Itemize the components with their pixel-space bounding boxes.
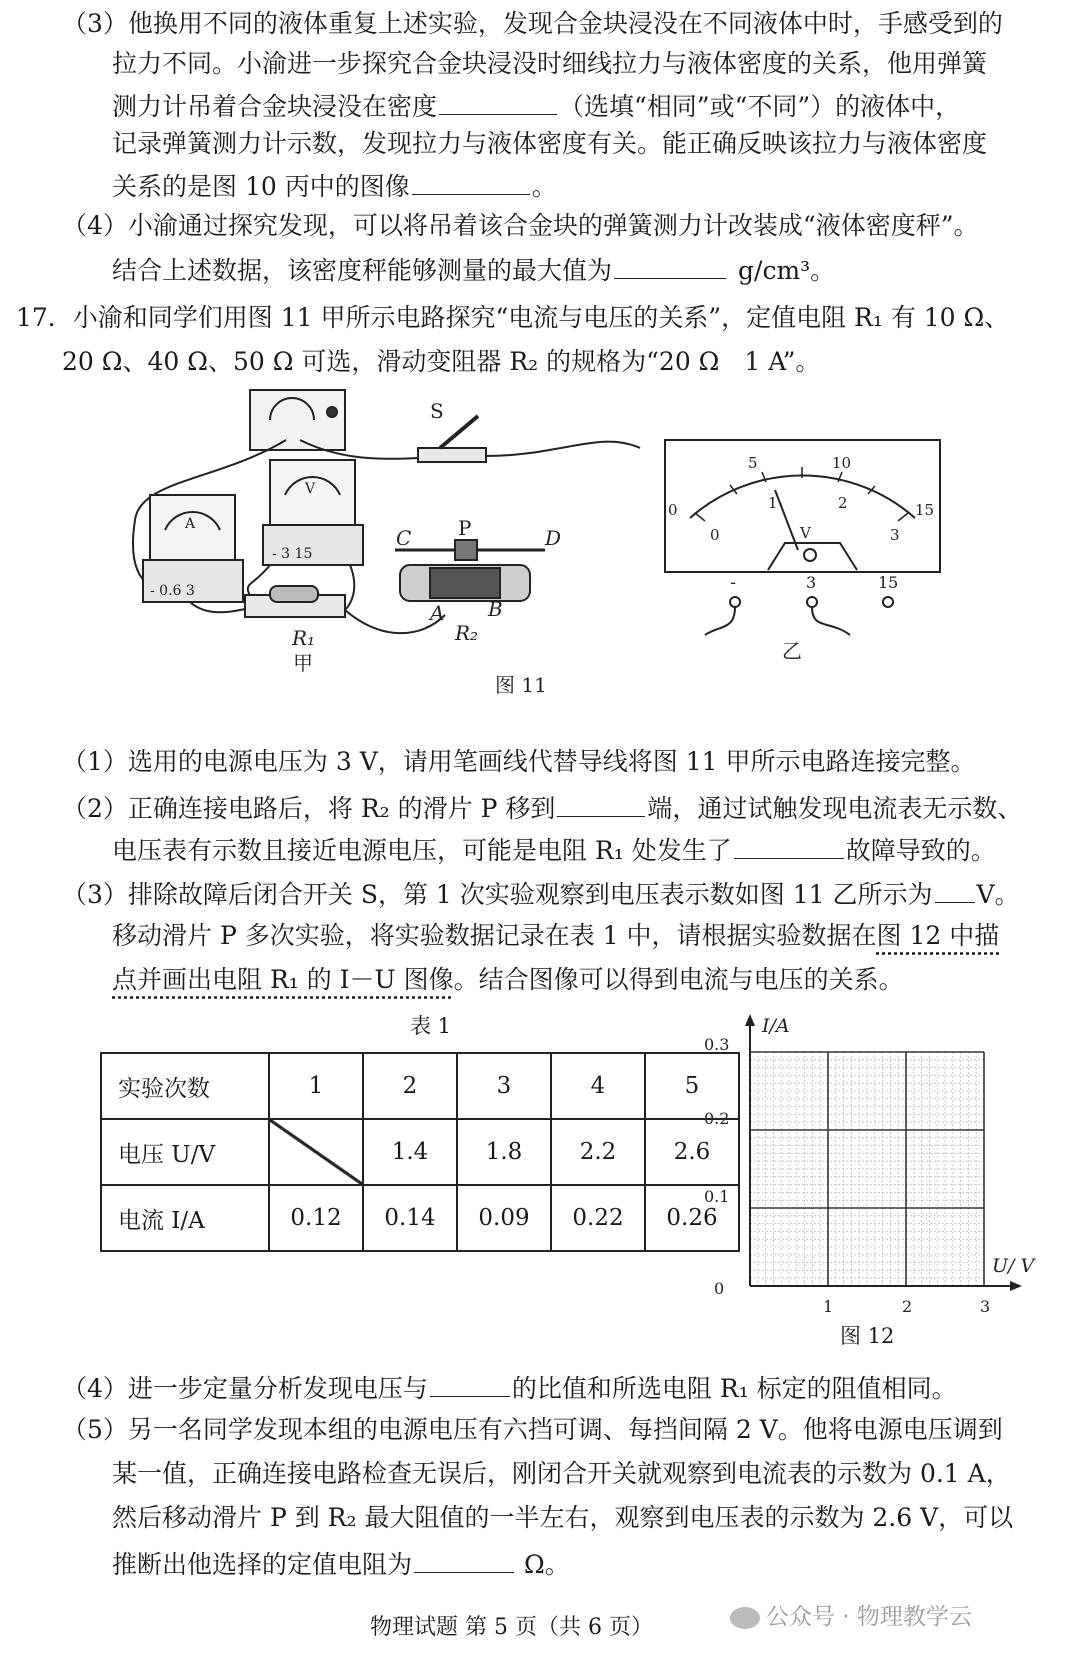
- q16-p4-text: 结合上述数据，该密度秤能够测量的最大值为: [112, 256, 613, 285]
- x-tick-1: 1: [823, 1297, 834, 1316]
- voltage-2: 1.4: [363, 1119, 457, 1185]
- x-tick-3: 3: [980, 1297, 991, 1316]
- q17-s4-text: 的比值和所选电阻 R₁ 标定的阻值相同。: [511, 1374, 957, 1403]
- x-axis-arrow-icon: [1010, 1281, 1022, 1291]
- y-tick-0.3: 0.3: [704, 1035, 730, 1054]
- scale-top-15: 15: [915, 501, 935, 519]
- label-jia: 甲: [293, 651, 313, 675]
- trial-5: 5: [645, 1053, 739, 1119]
- ammeter-letter: A: [185, 516, 196, 532]
- table-1: [100, 1052, 740, 1252]
- label-p: P: [458, 516, 472, 540]
- q17-s5-line2: 某一值，正确连接电路检查无误后，刚闭合开关就观察到电流表的示数为 0.1 A，: [112, 1459, 1011, 1488]
- terminal-15-label: 15: [878, 573, 899, 592]
- answer-blank[interactable]: [557, 788, 645, 817]
- emphasis-text: 图 12 中描: [876, 921, 1000, 950]
- answer-blank[interactable]: [414, 1544, 514, 1573]
- current-3: 0.09: [457, 1185, 551, 1251]
- label-a: A: [430, 601, 445, 625]
- table-row: [101, 1053, 739, 1119]
- answer-blank[interactable]: [614, 250, 726, 279]
- origin-label: 0: [714, 1279, 725, 1298]
- terminal-3-label: 3: [806, 573, 817, 592]
- q17-s2-line1: [62, 788, 1022, 827]
- q17-s5-line4: [112, 1544, 570, 1583]
- wire: [345, 565, 354, 610]
- wire: [812, 607, 850, 635]
- scale-top-10: 10: [832, 454, 852, 472]
- q17-s3-text: V。: [976, 880, 1020, 909]
- label-r2: R₂: [455, 621, 479, 645]
- q17-s5-line3: 然后移动滑片 P 到 R₂ 最大阻值的一半左右，观察到电压表的示数为 2.6 V，可以: [112, 1503, 1014, 1532]
- terminal-minus: [730, 597, 740, 607]
- trial-4: 4: [551, 1053, 645, 1119]
- x-tick-2: 2: [902, 1297, 913, 1316]
- watermark-text: 公众号 · 物理教学云: [766, 1604, 972, 1630]
- ammeter-terminals: - 0.6 3: [150, 583, 195, 599]
- table-caption: 表 1: [410, 1014, 452, 1038]
- q16-p3-text: 测力计吊着合金块浸没在密度: [112, 92, 438, 121]
- scale-bottom-3: 3: [890, 526, 900, 544]
- current-1: 0.12: [269, 1185, 363, 1251]
- figure-12-graph: [704, 1012, 1050, 1342]
- current-4: 0.22: [551, 1185, 645, 1251]
- voltmeter-letter: V: [305, 481, 316, 497]
- meter-scale-arc: [690, 475, 915, 518]
- answer-blank[interactable]: [412, 166, 530, 195]
- label-c: C: [396, 526, 412, 550]
- voltage-3: 1.8: [457, 1119, 551, 1185]
- figure-11: [0, 390, 1080, 730]
- label-s: S: [430, 399, 444, 423]
- q17-s3-line1: [62, 874, 1020, 913]
- q16-p3-text: （选填“相同”或“不同”）的液体中，: [559, 92, 961, 121]
- table-row: [101, 1119, 739, 1185]
- q17-s3-line2: [112, 918, 999, 954]
- q17-s3-text: 。结合图像可以得到电流与电压的关系。: [453, 965, 904, 994]
- q16-p3-line2: 拉力不同。小渝进一步探究合金块浸没时细线拉力与液体密度的关系，他用弹簧: [112, 49, 988, 78]
- y-tick-0.1: 0.1: [704, 1187, 730, 1206]
- meter-needle: [775, 490, 798, 550]
- switch-blade: [440, 416, 478, 448]
- q17-s5-line1: （5）另一名同学发现本组的电源电压有六挡可调、每挡间隔 2 V。他将电源电压调到: [62, 1415, 1003, 1444]
- answer-blank[interactable]: [935, 874, 975, 903]
- voltmeter-terminals: - 3 15: [272, 546, 313, 562]
- row-head-voltage: 电压 U/V: [101, 1119, 269, 1185]
- y-tick-0.2: 0.2: [704, 1109, 730, 1128]
- scale-bottom-2: 2: [838, 494, 848, 512]
- q16-p3-line5: [112, 166, 557, 205]
- minor-grid: [750, 1052, 984, 1286]
- wechat-icon: [730, 1607, 760, 1629]
- trial-3: 3: [457, 1053, 551, 1119]
- label-d: D: [545, 526, 562, 550]
- q17-s2-line2: [112, 830, 996, 869]
- trial-1: 1: [269, 1053, 363, 1119]
- voltage-5: 2.6: [645, 1119, 739, 1185]
- q16-p3-line1: （3）他换用不同的液体重复上述实验，发现合金块浸没在不同液体中时，手感受到的: [62, 9, 1003, 38]
- meter-adjuster: [768, 543, 857, 570]
- current-5: 0.26: [645, 1185, 739, 1251]
- q17-s2-text: 电压表有示数且接近电源电压，可能是电阻 R₁ 处发生了: [112, 836, 732, 865]
- scale-top-0: 0: [668, 501, 678, 519]
- power-knob: [327, 407, 337, 417]
- q16-p3-line3: [112, 86, 960, 125]
- q17-s3-text: （3）排除故障后闭合开关 S，第 1 次实验观察到电压表示数如图 11 乙所示为: [62, 880, 933, 909]
- answer-blank[interactable]: [430, 1368, 510, 1397]
- label-b: B: [488, 597, 503, 621]
- resistor-r1-body: [270, 586, 318, 602]
- scale-top-5: 5: [748, 454, 758, 472]
- scale-bottom-1: 1: [768, 494, 778, 512]
- q17-s4: [62, 1368, 957, 1407]
- figure-11-caption: 图 11: [495, 673, 547, 697]
- voltage-4: 2.2: [551, 1119, 645, 1185]
- label-r1: R₁: [292, 626, 316, 650]
- q17-stem-line2: 20 Ω、40 Ω、50 Ω 可选，滑动变阻器 R₂ 的规格为“20 Ω 1 A”。: [62, 347, 821, 376]
- table-row: [101, 1185, 739, 1251]
- x-axis-label: U/ V: [992, 1255, 1035, 1277]
- q17-s5-text: 推断出他选择的定值电阻为: [112, 1550, 413, 1579]
- trial-2: 2: [363, 1053, 457, 1119]
- page-footer: 物理试题 第 5 页（共 6 页）: [370, 1615, 653, 1640]
- y-axis-label: I/A: [762, 1015, 790, 1037]
- q17-stem-line1: 17．小渝和同学们用图 11 甲所示电路探究“电流与电压的关系”，定值电阻 R₁ 有 10 Ω、: [16, 303, 1010, 332]
- answer-blank[interactable]: [734, 830, 844, 859]
- y-axis-arrow-icon: [745, 1014, 755, 1026]
- q17-s2-text: 端，通过试触发现电流表无示数、: [647, 794, 1023, 823]
- voltage-1-slash: [269, 1119, 363, 1185]
- rheostat-core: [430, 568, 500, 598]
- switch: [418, 448, 486, 462]
- terminal-15: [883, 597, 893, 607]
- q17-s2-text: 故障导致的。: [845, 836, 996, 865]
- adjust-screw-icon: [804, 549, 816, 561]
- q16-p4-text: g/cm³。: [738, 256, 836, 285]
- emphasis-text: 点并画出电阻 R₁ 的 I－U 图像: [112, 965, 454, 994]
- q17-s3-line3: [112, 962, 904, 998]
- current-2: 0.14: [363, 1185, 457, 1251]
- q16-p3-line4: 记录弹簧测力计示数，发现拉力与液体密度有关。能正确反映该拉力与液体密度: [112, 129, 988, 158]
- q16-p3-text: 关系的是图 10 丙中的图像: [112, 172, 410, 201]
- q16-p3-text: 。: [531, 172, 557, 201]
- q17-s1: （1）选用的电源电压为 3 V，请用笔画线代替导线将图 11 甲所示电路连接完整。: [62, 747, 976, 776]
- wire: [705, 607, 735, 635]
- wire: [486, 442, 640, 456]
- q17-s5-text: Ω。: [524, 1550, 570, 1579]
- q17-s2-text: （2）正确连接电路后，将 R₂ 的滑片 P 移到: [62, 794, 556, 823]
- meter-v-letter: V: [800, 524, 811, 542]
- q16-p4-line2: [112, 250, 835, 289]
- answer-blank[interactable]: [439, 86, 557, 115]
- scale-bottom-0: 0: [710, 526, 720, 544]
- q16-p4-line1: （4）小渝通过探究发现，可以将吊着该合金块的弹簧测力计改装成“液体密度秤”。: [62, 211, 979, 240]
- row-head-current: 电流 I/A: [101, 1185, 269, 1251]
- watermark: [730, 1598, 972, 1631]
- row-head-trial: 实验次数: [101, 1053, 269, 1119]
- label-yi: 乙: [782, 639, 802, 663]
- figure-12-caption: 图 12: [840, 1324, 895, 1348]
- terminal-3: [807, 597, 817, 607]
- slider-p: [455, 540, 477, 560]
- terminal-minus-label: -: [730, 572, 737, 593]
- q17-s4-text: （4）进一步定量分析发现电压与: [62, 1374, 428, 1403]
- q17-s3-text: 移动滑片 P 多次实验，将实验数据记录在表 1 中，请根据实验数据在: [112, 921, 877, 950]
